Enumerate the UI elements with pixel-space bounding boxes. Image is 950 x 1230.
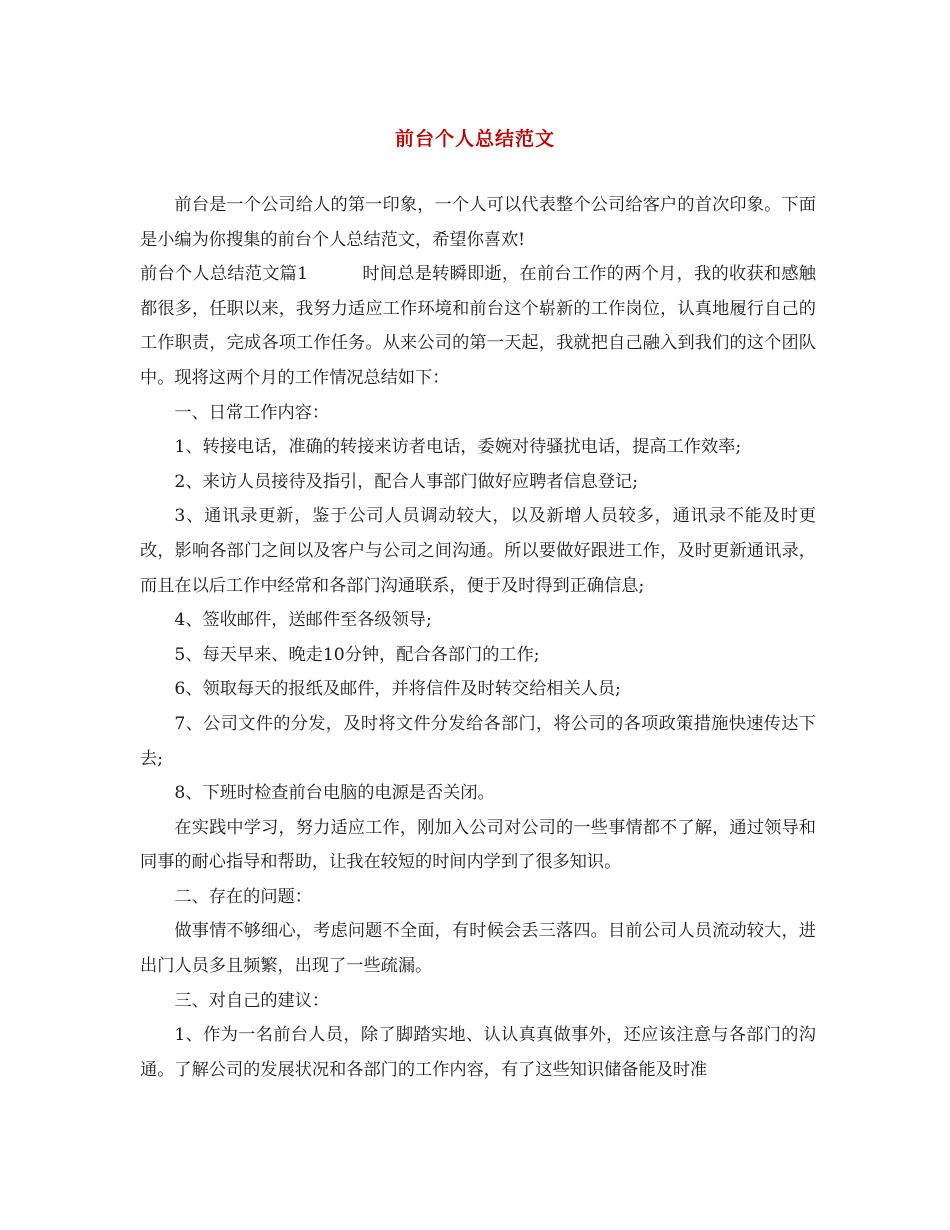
paragraph: 4、签收邮件，送邮件至各级领导; bbox=[174, 610, 432, 631]
paragraph: 做事情不够细心，考虑问题不全面，有时候会丢三落四。目前公司人员流动较大，进出门人员多且频繁，出现了一些疏漏。 bbox=[140, 921, 816, 977]
intro-paragraph: 前台是一个公司给人的第一印象，一个人可以代表整个公司给客户的首次印象。下面是小编为你搜集的前台个人总结范文，希望你喜欢! bbox=[140, 195, 816, 250]
paragraph: 在实践中学习，努力适应工作，刚加入公司对公司的一些事情都不了解，通过领导和同事的耐心指导和帮助，让我在较短的时间内学到了很多知识。 bbox=[140, 817, 816, 873]
paragraph: 1、作为一名前台人员，除了脚踏实地、认认真真做事外，还应该注意与各部门的沟通。了解公司的发展状况和各部门的工作内容，有了这些知识储备能及时准 bbox=[140, 1025, 816, 1080]
paragraph: 7、公司文件的分发，及时将文件分发给各部门，将公司的各项政策措施快速传达下去; bbox=[140, 713, 816, 769]
paragraph: 1、转接电话，准确的转接来访者电话，委婉对待骚扰电话，提高工作效率; bbox=[174, 437, 742, 458]
section-paragraph bbox=[140, 257, 816, 395]
paragraph: 三、对自己的建议： bbox=[174, 990, 330, 1011]
paragraph: 一、日常工作内容： bbox=[174, 402, 330, 423]
paragraph: 5、每天早来、晚走10分钟，配合各部门的工作; bbox=[174, 644, 540, 665]
section-heading: 前台个人总结范文篇1 bbox=[140, 264, 309, 285]
paragraph: 8、下班时检查前台电脑的电源是否关闭。 bbox=[174, 783, 495, 804]
paragraph: 6、领取每天的报纸及邮件，并将信件及时转交给相关人员; bbox=[174, 679, 621, 700]
document-body bbox=[140, 188, 816, 1087]
paragraph: 二、存在的问题： bbox=[174, 886, 312, 907]
opening-text: 时间总是转瞬即逝，在前台工作的两个月，我的收获和感触都很多，任职以来，我努力适应工作环境和前台这个崭新的工作岗位，认真地履行自己的工作职责，完成各项工作任务。从来公司的第一天起，我就把自己融入到我们的这个团队中。现将这两个月的工作情况总结如下： bbox=[140, 264, 816, 388]
paragraph: 3、通讯录更新，鉴于公司人员调动较大，以及新增人员较多，通讯录不能及时更改，影响各部门之间以及客户与公司之间沟通。所以要做好跟进工作，及时更新通讯录，而且在以后工作中经常和各部门沟通联系，便于及时得到正确信息; bbox=[140, 506, 816, 596]
paragraph: 2、来访人员接待及指引，配合人事部门做好应聘者信息登记; bbox=[174, 471, 638, 492]
document-title: 前台个人总结范文 bbox=[394, 128, 555, 150]
